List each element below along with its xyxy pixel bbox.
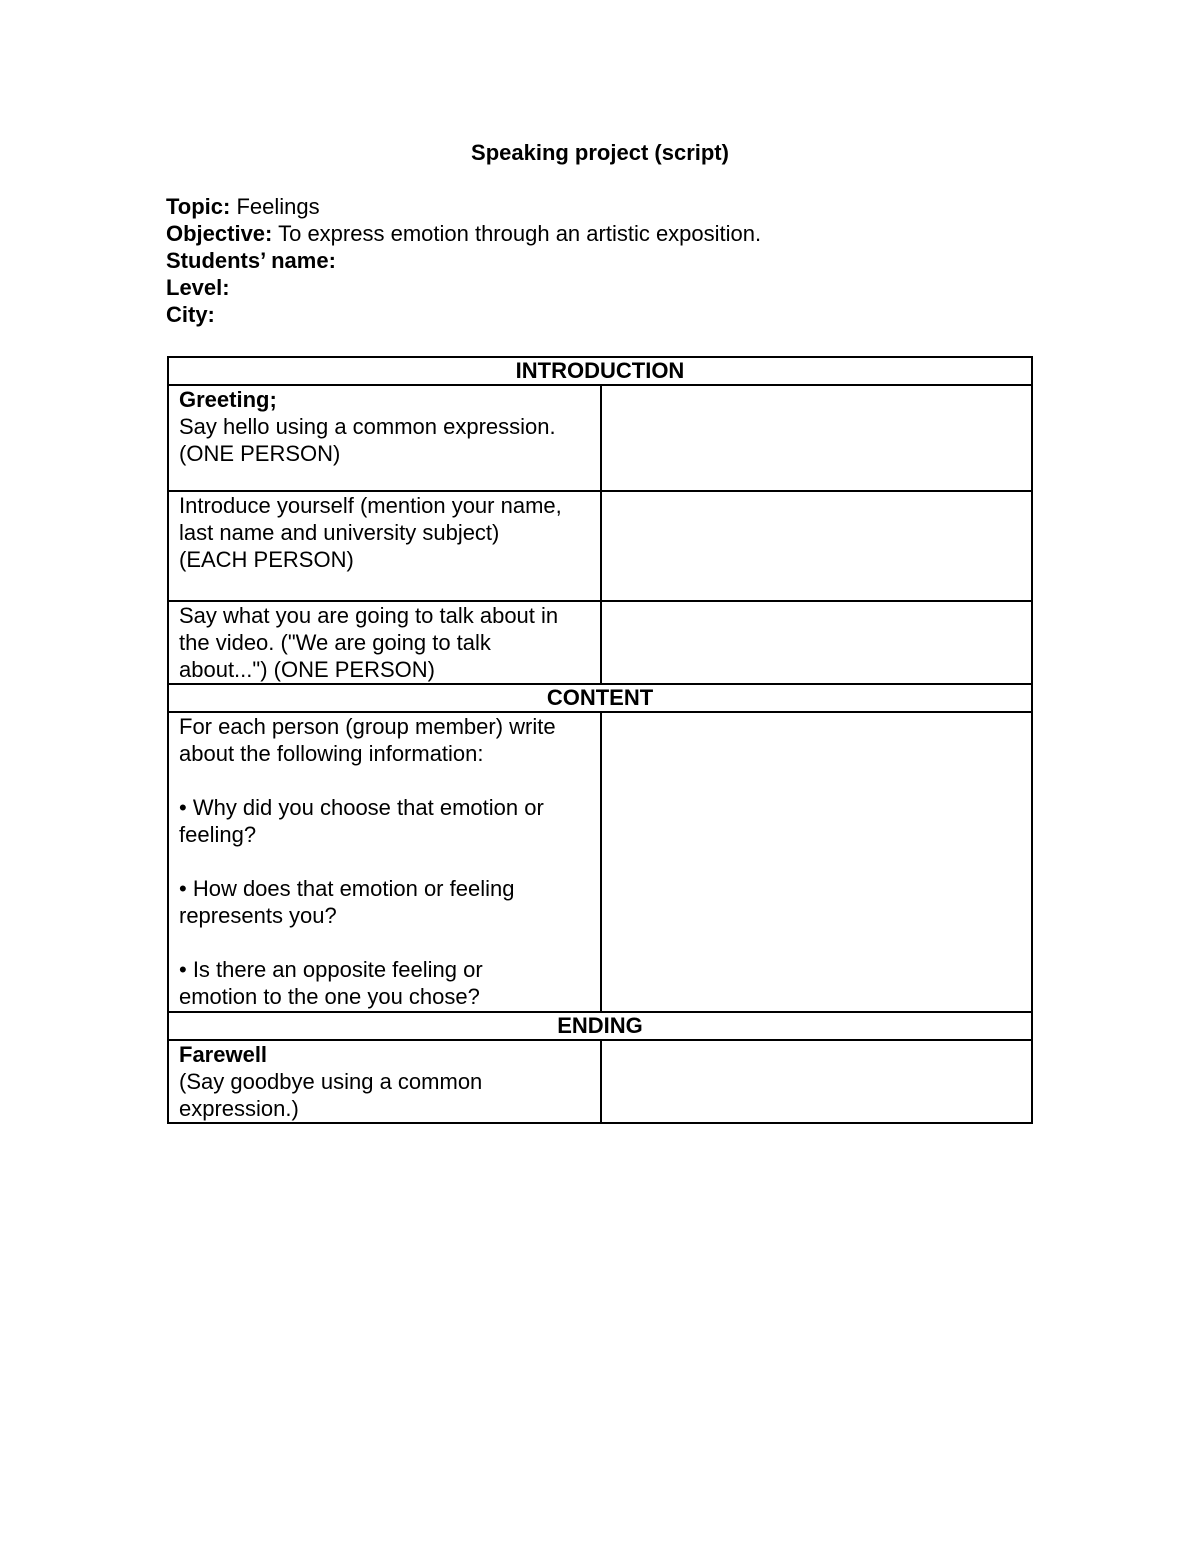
students-name-label: Students’ name:	[166, 248, 336, 273]
topic-line	[166, 193, 1046, 220]
video-topic-line: the video. ("We are going to talk	[179, 630, 491, 655]
greeting-row	[168, 385, 1032, 491]
introduce-row	[168, 491, 1032, 601]
page-title: Speaking project (script)	[471, 140, 729, 165]
content-intro-line: about the following information:	[179, 741, 484, 766]
video-topic-line: about...") (ONE PERSON)	[179, 657, 435, 682]
topic-value: Feelings	[230, 194, 320, 219]
spacer	[179, 767, 590, 794]
city-line	[166, 301, 1046, 328]
question-2: • How does that emotion or feeling	[179, 876, 515, 901]
introduction-header: INTRODUCTION	[168, 357, 1032, 385]
students-name-line	[166, 247, 1046, 274]
video-topic-prompt-cell	[168, 601, 601, 684]
video-topic-line: Say what you are going to talk about in	[179, 603, 559, 628]
ending-header: ENDING	[168, 1012, 1032, 1040]
level-line	[166, 274, 1046, 301]
question-2-cont: represents you?	[179, 903, 337, 928]
greeting-speaker: (ONE PERSON)	[179, 441, 341, 466]
question-1-cont: feeling?	[179, 822, 257, 847]
city-label: City:	[166, 302, 215, 327]
content-row	[168, 712, 1032, 1012]
level-label: Level:	[166, 275, 230, 300]
farewell-row	[168, 1040, 1032, 1123]
farewell-prompt-cell	[168, 1040, 601, 1123]
farewell-title: Farewell	[179, 1042, 268, 1067]
introduce-line: Introduce yourself (mention your name,	[179, 493, 562, 518]
introduction-header-row	[168, 357, 1032, 385]
content-header-row	[168, 684, 1032, 712]
question-3: • Is there an opposite feeling or	[179, 957, 483, 982]
greeting-answer-cell[interactable]	[601, 385, 1032, 491]
spacer	[179, 848, 590, 875]
content-prompt-cell	[168, 712, 601, 1012]
introduce-line: last name and university subject)	[179, 520, 500, 545]
question-3-cont: emotion to the one you chose?	[179, 984, 480, 1009]
script-table	[167, 356, 1033, 1124]
question-1: • Why did you choose that emotion or	[179, 795, 544, 820]
project-info	[166, 193, 1046, 328]
greeting-title: Greeting;	[179, 387, 277, 412]
farewell-instruction-cont: expression.)	[179, 1096, 299, 1121]
content-header: CONTENT	[168, 684, 1032, 712]
introduce-answer-cell[interactable]	[601, 491, 1032, 601]
ending-header-row	[168, 1012, 1032, 1040]
objective-line	[166, 220, 1046, 247]
greeting-instruction: Say hello using a common expression.	[179, 414, 556, 439]
greeting-prompt-cell	[168, 385, 601, 491]
farewell-instruction: (Say goodbye using a common	[179, 1069, 483, 1094]
farewell-answer-cell[interactable]	[601, 1040, 1032, 1123]
objective-label: Objective:	[166, 221, 273, 246]
video-topic-row	[168, 601, 1032, 684]
topic-label: Topic:	[166, 194, 231, 219]
video-topic-answer-cell[interactable]	[601, 601, 1032, 684]
spacer	[179, 929, 590, 956]
content-answer-cell[interactable]	[601, 712, 1032, 1012]
introduce-speaker: (EACH PERSON)	[179, 547, 354, 572]
content-intro-line: For each person (group member) write	[179, 714, 556, 739]
objective-value: To express emotion through an artistic exposition.	[272, 221, 762, 246]
introduce-prompt-cell	[168, 491, 601, 601]
